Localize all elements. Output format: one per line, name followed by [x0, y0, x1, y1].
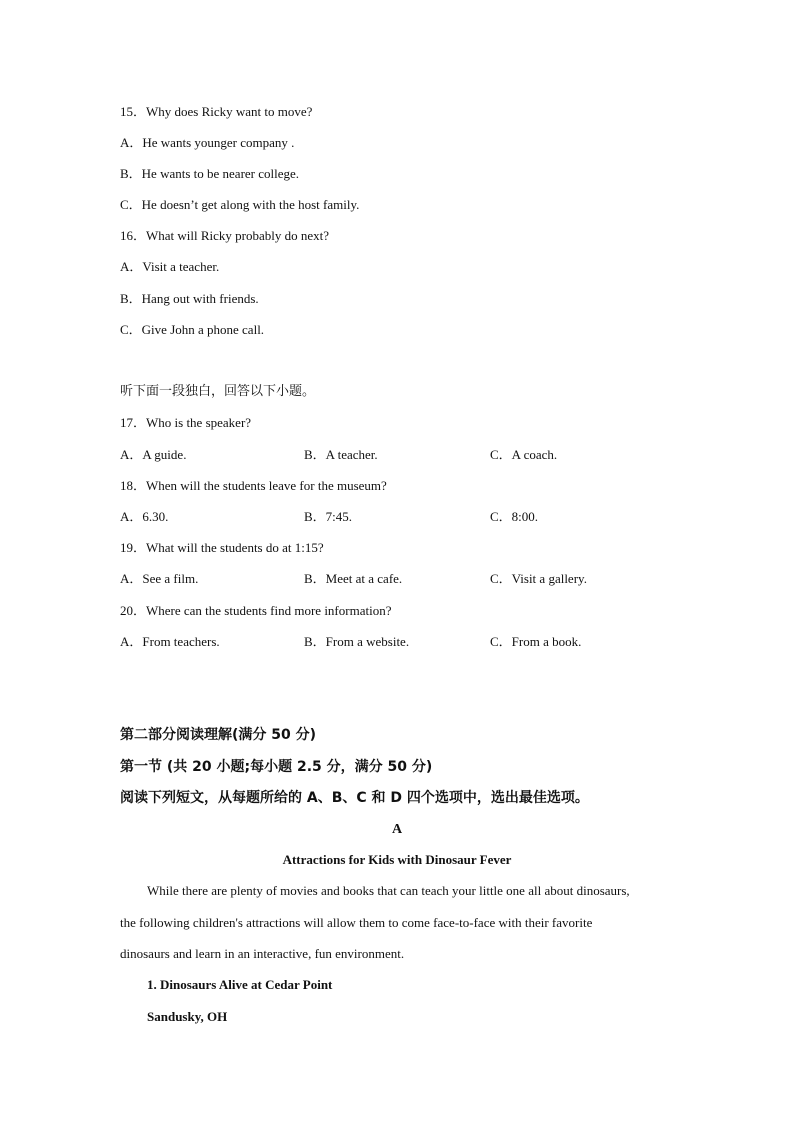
- attraction-1-title: 1. Dinosaurs Alive at Cedar Point: [147, 977, 333, 992]
- question-20-option-c: C．From a book.: [490, 634, 582, 649]
- question-20: 20．Where can the students find more information?: [120, 603, 392, 618]
- question-16-option-b: B．Hang out with friends.: [120, 291, 259, 306]
- question-19-option-b: B．Meet at a cafe.: [304, 571, 403, 586]
- passage-line-3: dinosaurs and learn in an interactive, fun environment.: [120, 946, 405, 961]
- question-19-option-a: A．See a film.: [120, 571, 199, 586]
- question-18-option-b: B．7:45.: [304, 509, 353, 524]
- question-16: 16．What will Ricky probably do next?: [120, 228, 330, 243]
- section-instruction: 阅读下列短文，从每题所给的 A、B、C 和 D 四个选项中，选出最佳选项。: [120, 790, 589, 806]
- question-17-option-c: C．A coach.: [490, 447, 558, 462]
- question-15-option-a: A．He wants younger company .: [120, 135, 295, 150]
- question-19: 19．What will the students do at 1:15?: [120, 540, 324, 555]
- passage-line-2: the following children's attractions will allow them to come face-to-face with their favorite: [120, 915, 593, 930]
- question-20-option-a: A．From teachers.: [120, 634, 220, 649]
- question-17-option-b: B．A teacher.: [304, 447, 378, 462]
- passage-title: Attractions for Kids with Dinosaur Fever: [282, 852, 512, 867]
- section-subheading: 第一节 (共 20 小题;每小题 2.5 分，满分 50 分): [120, 759, 433, 775]
- question-20-option-b: B．From a website.: [304, 634, 410, 649]
- question-16-option-a: A．Visit a teacher.: [120, 259, 220, 274]
- question-16-option-c: C．Give John a phone call.: [120, 322, 265, 337]
- attraction-1-location: Sandusky, OH: [147, 1009, 228, 1024]
- passage-label: A: [391, 822, 403, 837]
- question-15-option-b: B．He wants to be nearer college.: [120, 166, 300, 181]
- question-19-option-c: C．Visit a gallery.: [490, 571, 587, 586]
- question-18: 18．When will the students leave for the museum?: [120, 478, 387, 493]
- section-heading: 第二部分阅读理解(满分 50 分): [120, 727, 317, 743]
- question-15: 15．Why does Ricky want to move?: [120, 104, 313, 119]
- question-17: 17．Who is the speaker?: [120, 415, 252, 430]
- monologue-instruction: 听下面一段独白，回答以下小题。: [120, 384, 316, 399]
- passage-line-1: While there are plenty of movies and books that can teach your little one all about dinosaurs,: [147, 883, 630, 898]
- question-17-option-a: A．A guide.: [120, 447, 187, 462]
- question-18-option-a: A．6.30.: [120, 509, 169, 524]
- question-18-option-c: C．8:00.: [490, 509, 539, 524]
- question-15-option-c: C．He doesn’t get along with the host family.: [120, 197, 360, 212]
